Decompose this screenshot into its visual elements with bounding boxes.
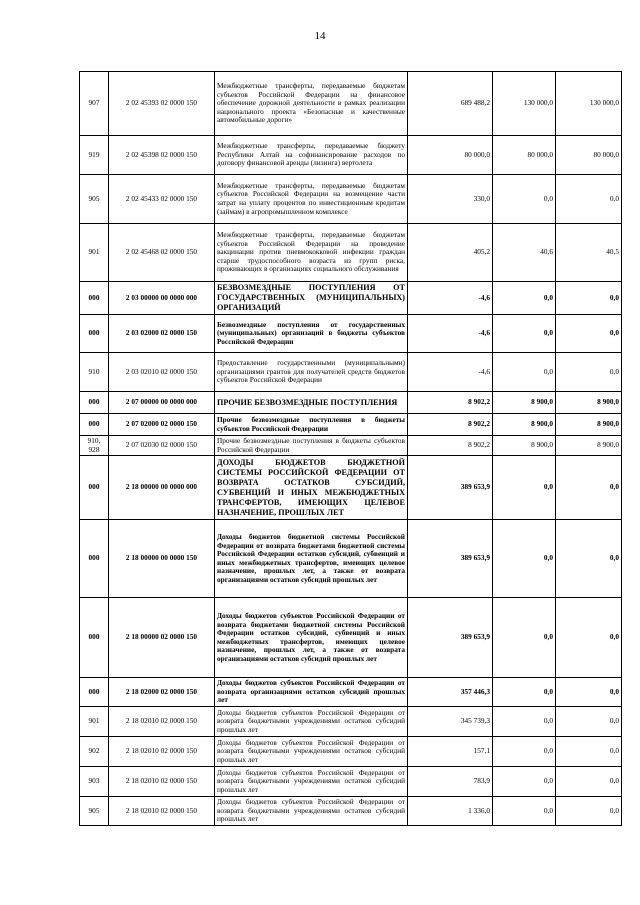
budget-code-cell: 2 18 02010 02 0000 150 bbox=[109, 737, 215, 767]
amount-year2-cell: 0,0 bbox=[493, 520, 556, 598]
amount-year1-cell: -4,6 bbox=[408, 315, 493, 353]
table-row bbox=[80, 707, 622, 737]
budget-code-cell: 2 18 00000 00 0000 150 bbox=[109, 520, 215, 598]
admin-code-cell: 000 bbox=[80, 282, 109, 315]
admin-code-cell: 903 bbox=[80, 767, 109, 797]
admin-code-cell: 901 bbox=[80, 707, 109, 737]
amount-year3-cell: 130 000,0 bbox=[556, 72, 622, 136]
amount-year2-cell: 130 000,0 bbox=[493, 72, 556, 136]
amount-year3-cell: 0,0 bbox=[556, 737, 622, 767]
amount-year1-cell: 389 653,9 bbox=[408, 456, 493, 520]
amount-year2-cell: 0,0 bbox=[493, 315, 556, 353]
admin-code-cell: 000 bbox=[80, 520, 109, 598]
amount-year3-cell: 40,5 bbox=[556, 224, 622, 282]
admin-code-cell: 000 bbox=[80, 414, 109, 436]
income-name-cell: Предоставление государственными (муниципальными) организациями грантов для получателей средств бюджетов субъектов Российской Федерации bbox=[215, 353, 408, 392]
amount-year1-cell: 689 488,2 bbox=[408, 72, 493, 136]
budget-code-cell: 2 02 45393 02 0000 150 bbox=[109, 72, 215, 136]
income-name-cell: Межбюджетные трансферты, передаваемые бюджетам субъектов Российской Федерации на проведение вакцинации против пневмококковой инфекции граждан старше трудоспособного возраста из групп риска, проживающих в организациях социального обслуживания bbox=[215, 224, 408, 282]
amount-year1-cell: 389 653,9 bbox=[408, 598, 493, 678]
admin-code-cell: 919 bbox=[80, 136, 109, 175]
amount-year3-cell: 0,0 bbox=[556, 797, 622, 826]
income-name-cell: Межбюджетные трансферты, передаваемые бюджету Республики Алтай на софинансирование расходов по договору финансовой аренды (лизинга) вертолета bbox=[215, 136, 408, 175]
admin-code-cell: 000 bbox=[80, 456, 109, 520]
admin-code-cell: 901 bbox=[80, 224, 109, 282]
budget-code-cell: 2 02 45398 02 0000 150 bbox=[109, 136, 215, 175]
admin-code-cell: 000 bbox=[80, 315, 109, 353]
table-row bbox=[80, 767, 622, 797]
table-row bbox=[80, 315, 622, 353]
amount-year3-cell: 0,0 bbox=[556, 175, 622, 224]
budget-code-cell: 2 18 00000 00 0000 000 bbox=[109, 456, 215, 520]
admin-code-cell: 907 bbox=[80, 72, 109, 136]
amount-year1-cell: 8 902,2 bbox=[408, 414, 493, 436]
budget-table-body bbox=[80, 72, 622, 826]
budget-code-cell: 2 07 02000 02 0000 150 bbox=[109, 414, 215, 436]
income-name-cell: Доходы бюджетов субъектов Российской Федерации от возврата бюджетными учреждениями остатков субсидий прошлых лет bbox=[215, 707, 408, 737]
table-row bbox=[80, 737, 622, 767]
income-name-cell: Прочие безвозмездные поступления в бюджеты субъектов Российской Федерации bbox=[215, 414, 408, 436]
budget-code-cell: 2 03 02010 02 0000 150 bbox=[109, 353, 215, 392]
table-row bbox=[80, 436, 622, 456]
table-row bbox=[80, 797, 622, 826]
budget-code-cell: 2 18 02010 02 0000 150 bbox=[109, 797, 215, 826]
table-row bbox=[80, 175, 622, 224]
income-name-cell: Прочие безвозмездные поступления в бюджеты субъектов Российской Федерации bbox=[215, 436, 408, 456]
income-name-cell: Доходы бюджетов субъектов Российской Федерации от возврата бюджетными учреждениями остатков субсидий прошлых лет bbox=[215, 737, 408, 767]
budget-code-cell: 2 02 45433 02 0000 150 bbox=[109, 175, 215, 224]
budget-code-cell: 2 07 00000 00 0000 000 bbox=[109, 392, 215, 414]
amount-year2-cell: 0,0 bbox=[493, 598, 556, 678]
income-name-cell: Доходы бюджетов субъектов Российской Федерации от возврата бюджетами бюджетной системы Российской Федерации остатков субсидий, субвенций и иных межбюджетных трансфертов, имеющих целевое назначение, прошлых лет, а также от возврата организациями остатков субсидий прошлых лет bbox=[215, 598, 408, 678]
amount-year3-cell: 0,0 bbox=[556, 456, 622, 520]
budget-code-cell: 2 18 00000 02 0000 150 bbox=[109, 598, 215, 678]
admin-code-cell: 910, 928 bbox=[80, 436, 109, 456]
budget-code-cell: 2 18 02010 02 0000 150 bbox=[109, 707, 215, 737]
amount-year2-cell: 8 900,0 bbox=[493, 392, 556, 414]
table-row bbox=[80, 520, 622, 598]
income-name-cell: БЕЗВОЗМЕЗДНЫЕ ПОСТУПЛЕНИЯ ОТ ГОСУДАРСТВЕННЫХ (МУНИЦИПАЛЬНЫХ) ОРГАНИЗАЦИЙ bbox=[215, 282, 408, 315]
page-number: 14 bbox=[314, 30, 326, 42]
amount-year3-cell: 8 900,0 bbox=[556, 414, 622, 436]
admin-code-cell: 905 bbox=[80, 175, 109, 224]
table-row bbox=[80, 392, 622, 414]
amount-year3-cell: 0,0 bbox=[556, 315, 622, 353]
amount-year1-cell: -4,6 bbox=[408, 282, 493, 315]
table-row bbox=[80, 456, 622, 520]
table-row bbox=[80, 414, 622, 436]
amount-year2-cell: 8 900,0 bbox=[493, 436, 556, 456]
income-name-cell: ПРОЧИЕ БЕЗВОЗМЕЗДНЫЕ ПОСТУПЛЕНИЯ bbox=[215, 392, 408, 414]
amount-year3-cell: 0,0 bbox=[556, 598, 622, 678]
amount-year3-cell: 8 900,0 bbox=[556, 436, 622, 456]
amount-year2-cell: 0,0 bbox=[493, 353, 556, 392]
amount-year2-cell: 0,0 bbox=[493, 797, 556, 826]
amount-year3-cell: 0,0 bbox=[556, 678, 622, 707]
amount-year1-cell: 389 653,9 bbox=[408, 520, 493, 598]
amount-year1-cell: 330,0 bbox=[408, 175, 493, 224]
income-name-cell: Межбюджетные трансферты, передаваемые бюджетам субъектов Российской Федерации на финансовое обеспечение дорожной деятельности в рамках реализации национального проекта «Безопасные и качественные автомобильные дороги» bbox=[215, 72, 408, 136]
income-name-cell: Доходы бюджетов субъектов Российской Федерации от возврата бюджетными учреждениями остатков субсидий прошлых лет bbox=[215, 797, 408, 826]
amount-year2-cell: 0,0 bbox=[493, 175, 556, 224]
amount-year3-cell: 8 900,0 bbox=[556, 392, 622, 414]
amount-year1-cell: 357 446,3 bbox=[408, 678, 493, 707]
budget-code-cell: 2 03 00000 00 0000 000 bbox=[109, 282, 215, 315]
amount-year2-cell: 0,0 bbox=[493, 767, 556, 797]
amount-year1-cell: 80 000,0 bbox=[408, 136, 493, 175]
budget-code-cell: 2 18 02000 02 0000 150 bbox=[109, 678, 215, 707]
table-row bbox=[80, 72, 622, 136]
amount-year1-cell: -4,6 bbox=[408, 353, 493, 392]
table-row bbox=[80, 598, 622, 678]
amount-year2-cell: 0,0 bbox=[493, 282, 556, 315]
amount-year1-cell: 345 739,3 bbox=[408, 707, 493, 737]
budget-table bbox=[79, 71, 622, 826]
amount-year1-cell: 8 902,2 bbox=[408, 436, 493, 456]
admin-code-cell: 000 bbox=[80, 678, 109, 707]
table-row bbox=[80, 282, 622, 315]
amount-year1-cell: 1 336,0 bbox=[408, 797, 493, 826]
table-row bbox=[80, 353, 622, 392]
income-name-cell: Межбюджетные трансферты, передаваемые бюджетам субъектов Российской Федерации на возмещение части затрат на уплату процентов по инвестиционным кредитам (займам) в агропромышленном комплексе bbox=[215, 175, 408, 224]
admin-code-cell: 902 bbox=[80, 737, 109, 767]
budget-code-cell: 2 02 45468 02 0000 150 bbox=[109, 224, 215, 282]
budget-code-cell: 2 18 02010 02 0000 150 bbox=[109, 767, 215, 797]
amount-year2-cell: 0,0 bbox=[493, 737, 556, 767]
amount-year1-cell: 405,2 bbox=[408, 224, 493, 282]
admin-code-cell: 910 bbox=[80, 353, 109, 392]
amount-year3-cell: 0,0 bbox=[556, 353, 622, 392]
amount-year1-cell: 157,1 bbox=[408, 737, 493, 767]
amount-year3-cell: 0,0 bbox=[556, 520, 622, 598]
amount-year1-cell: 783,9 bbox=[408, 767, 493, 797]
budget-code-cell: 2 03 02000 02 0000 150 bbox=[109, 315, 215, 353]
amount-year3-cell: 0,0 bbox=[556, 707, 622, 737]
amount-year2-cell: 80 000,0 bbox=[493, 136, 556, 175]
admin-code-cell: 905 bbox=[80, 797, 109, 826]
income-name-cell: Доходы бюджетов субъектов Российской Федерации от возврата организациями остатков субсидий прошлых лет bbox=[215, 678, 408, 707]
income-name-cell: Доходы бюджетов субъектов Российской Федерации от возврата бюджетными учреждениями остатков субсидий прошлых лет bbox=[215, 767, 408, 797]
table-row bbox=[80, 678, 622, 707]
admin-code-cell: 000 bbox=[80, 598, 109, 678]
table-row bbox=[80, 136, 622, 175]
budget-code-cell: 2 07 02030 02 0000 150 bbox=[109, 436, 215, 456]
income-name-cell: Доходы бюджетов бюджетной системы Российской Федерации от возврата бюджетами бюджетной системы Российской Федерации остатков субсидий, субвенций и иных межбюджетных трансфертов, имеющих целевое назначение, прошлых лет, а также от возврата организациями остатков субсидий прошлых лет bbox=[215, 520, 408, 598]
amount-year2-cell: 0,0 bbox=[493, 678, 556, 707]
income-name-cell: ДОХОДЫ БЮДЖЕТОВ БЮДЖЕТНОЙ СИСТЕМЫ РОССИЙСКОЙ ФЕДЕРАЦИИ ОТ ВОЗВРАТА ОСТАТКОВ СУБСИДИЙ, СУБВЕНЦИЙ И ИНЫХ МЕЖБЮДЖЕТНЫХ ТРАНСФЕРТОВ, ИМЕЮЩИХ ЦЕЛЕВОЕ НАЗНАЧЕНИЕ, ПРОШЛЫХ ЛЕТ bbox=[215, 456, 408, 520]
amount-year2-cell: 8 900,0 bbox=[493, 414, 556, 436]
amount-year1-cell: 8 902,2 bbox=[408, 392, 493, 414]
amount-year2-cell: 0,0 bbox=[493, 456, 556, 520]
table-row bbox=[80, 224, 622, 282]
amount-year2-cell: 40,6 bbox=[493, 224, 556, 282]
admin-code-cell: 000 bbox=[80, 392, 109, 414]
amount-year3-cell: 0,0 bbox=[556, 767, 622, 797]
income-name-cell: Безвозмездные поступления от государственных (муниципальных) организаций в бюджеты субъектов Российской Федерации bbox=[215, 315, 408, 353]
amount-year3-cell: 0,0 bbox=[556, 282, 622, 315]
amount-year3-cell: 80 000,0 bbox=[556, 136, 622, 175]
amount-year2-cell: 0,0 bbox=[493, 707, 556, 737]
